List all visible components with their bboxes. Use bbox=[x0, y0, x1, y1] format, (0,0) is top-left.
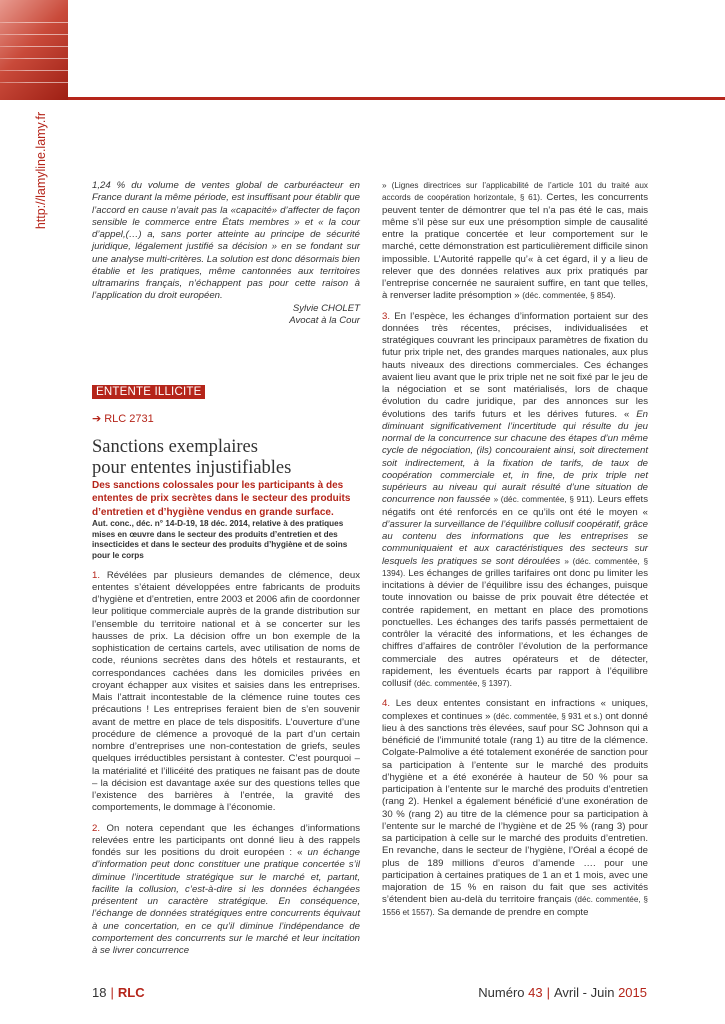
title-line-2: pour ententes injustifiables bbox=[92, 457, 292, 478]
paragraph-quote: d’assurer la surveillance de l’équilibre collusif coopératif, grâce au contenu des informations que les entreprises se communiquaient et aux caractéristiques des secteurs sur lesquels les pratiques se sont déroulées bbox=[382, 518, 648, 567]
journal-name: RLC bbox=[117, 985, 145, 1000]
paragraph-citation: (déc. commentée, § 931 et s.) bbox=[493, 711, 603, 721]
header-rule bbox=[68, 97, 725, 100]
previous-article-text: 1,24 % du volume de ventes global de carburéacteur en France durant la même période, est insuffisant pour établir que l’accord en cause n’avait pas la «capacité» d’affecter de façon sensible le commerce entre États membres » et « la cour d’appel,(…) a, sans porter atteinte au principe de sécurité juridique, légalement justifié sa décision » en se fondant sur une analyse multi-critères. La solution est donc désormais bien établie et les pratiques, même cantonnées aux territoires ultramarins français, n’échappent pas pour cette raison à l’application du droit européen. bbox=[92, 180, 360, 302]
rubric-badge: ENTENTE ILLICITE bbox=[92, 385, 205, 399]
title-line-1: Sanctions exemplaires bbox=[92, 436, 258, 457]
paragraph-number: 3. bbox=[382, 310, 391, 322]
paragraph-text: ont donné lieu à des sanctions très élevées, sauf pour SC Johnson qui a bénéficié de l’immunité totale (rang 1) au titre de la clémence. Colgate-Palmolive a été totalement exonérée de sanction pour sa participation à l’entente sur le marché des produits d’hygiène et a été exonérée à hauteur de 50 % pour sa participation à l’entente sur le marché des produits d’entretien (rang 2). Henkel a également bénéficié d’une exonération de 30 % (rang 2) au titre de la clémence pour sa participation à l’entente sur le marché de l’hygiène et de 25 % (rang 3) pour sa participation à celle sur le marché des produits d’entretien. En revanche, dans le secteur de l’hygiène, l’Oréal a écopé de plus de 189 millions d’euros d’amende …. pour une participation à certaines pratiques de 1 an et 1 mois, avec une majoration de 15 % en raison du fait que ses activités s’étendent bien au-delà du territoire français bbox=[382, 710, 649, 906]
paragraph-citation: (déc. commentée, § 854). bbox=[522, 291, 616, 301]
footer-left bbox=[92, 985, 145, 1000]
paragraph-text: Sa demande de prendre en compte bbox=[437, 906, 589, 918]
paragraph-number: 2. bbox=[92, 822, 101, 834]
paragraph-citation: » (déc. commentée, § 911). bbox=[493, 495, 595, 505]
footer-separator: | bbox=[110, 985, 114, 1000]
footer-separator: | bbox=[546, 985, 550, 1000]
page-number: 18 bbox=[92, 985, 107, 1000]
article-lead: Des sanctions colossales pour les participants à des ententes de prix secrètes dans le secteur des produits d’entretien et d’hygiène vendus en grande surface. bbox=[92, 479, 351, 518]
paragraph-1 bbox=[92, 570, 360, 815]
corner-book-image bbox=[0, 0, 68, 100]
paragraph-text: Les deux ententes consistant en infractions « uniques, complexes et continues » bbox=[382, 698, 648, 722]
paragraph-citation: (déc. commentée, § 1397). bbox=[414, 679, 512, 688]
paragraph-citation: » (Lignes directrices sur l’applicabilité de l’article 101 du traité aux accords de coopération horizontale, § 61). bbox=[382, 181, 648, 203]
side-url[interactable] bbox=[24, 112, 48, 262]
paragraph-text: Les échanges de grilles tarifaires ont donc pu limiter les incitations à dévier de l’équilibre issu des échanges, puisque toute innovation ou baisse de prix pouvait être détectée et contrée rapidement, en mettant en place des promotions ponctuelles. Les échanges des tarifs passés permettaient de contrôler la véracité des informations, et les échanges de chiffres d’affaires de contrôler l’évolution de la performance commerciale des autres opérateurs et de détecter, rapidement, les éventuels écarts par rapport à l’équilibre collusif bbox=[382, 567, 648, 689]
left-column bbox=[92, 180, 360, 957]
paragraph-citation: (déc. commentée, § 1556 et 1557). bbox=[382, 895, 648, 917]
issue-year: 2015 bbox=[618, 985, 647, 1000]
decision-reference: Aut. conc., déc. n° 14-D-19, 18 déc. 2014, relative à des pratiques mises en œuvre dans le secteur des produits d’entretien et des insecticides et dans le secteur des produits d’hygiène et de soins pour le corps bbox=[92, 519, 348, 561]
arrow-right-icon: ➔ bbox=[92, 413, 102, 426]
paragraph-3 bbox=[382, 311, 648, 691]
paragraph-4 bbox=[382, 698, 648, 919]
page-footer bbox=[0, 985, 725, 1005]
paragraph-text: Révélées par plusieurs demandes de clémence, deux ententes s’étaient développées entre fabricants de produits d’hygiène et d’entretien, entre 2003 et 2006 afin de coordonner leur politique commerciale auprès de la grande distribution sur l’ensemble du territoire national et à se concerter sur les hausses de prix. La décision offre un bon exemple de la sophistication de certains cartels, avec utilisation de noms de code, réunions secrètes dans des hôtels et restaurants, et correspondances cachées dans les domiciles privées en croyant échapper aux visites et saisies dans les entreprises. Mais l’attrait incontestable de la clémence ruine toutes ces précautions ! Les entreprises feraient bien de s’en souvenir avant de mettre en place de tels dispositifs. L’ouverture d’une procédure de clémence a provoqué de la part d’un certain nombre d’entreprises une non-contestation de griefs, seules quelques irréductibles persistant à contester. C’est pourquoi – la matérialité et l’illicéité des pratiques ne faisant pas de doute – la décision est davantage axée sur des questions telles que l’existence des barrières à l’entrée, la gravité des comportements, le dommage à l’économie. bbox=[92, 569, 361, 814]
paragraph-2 bbox=[92, 823, 360, 958]
paragraph-quote: un échange d’information peut donc constituer une pratique concertée s’il diminue l’incertitude stratégique sur le marché et, partant, facilite la collusion, c’est-à-dire si les données échangées présentent un caractère stratégique. En conséquence, l’échange de données stratégiques entre concurrents équivaut à une concertation, en ce qu’il diminue l’indépendance de comportement des concurrents sur le marché et leur incitation à se livrer concurrence bbox=[92, 847, 361, 957]
paragraph-text: On notera cependant que les échanges d’informations relevées entre les participants ont donné lieu à des rappels fondés sur les positions du droit européen : « bbox=[92, 822, 360, 859]
paragraph-number: 4. bbox=[382, 698, 391, 710]
right-column bbox=[382, 180, 648, 919]
article-title bbox=[92, 437, 360, 479]
paragraph-2-continued bbox=[382, 180, 648, 303]
signature-name: Sylvie CHOLET bbox=[292, 302, 360, 314]
signature-role: Avocat à la Cour bbox=[289, 314, 360, 326]
side-url-text[interactable]: http://lamyline.lamy.fr bbox=[34, 112, 48, 230]
paragraph-number: 1. bbox=[92, 569, 101, 581]
issue-label: Numéro bbox=[478, 985, 525, 1000]
article-reference[interactable] bbox=[92, 413, 360, 425]
reference-label[interactable]: RLC 2731 bbox=[104, 413, 154, 426]
paragraph-citation: » (déc. commentée, § 1394). bbox=[382, 556, 649, 578]
paragraph-text: En l’espèce, les échanges d’information portaient sur des données très récentes, précises, individualisées et stratégiques couvrant les principaux paramètres de fixation du futur prix triple net, des grandes marques nationales, aux plus hauts niveaux des directions commerciales. Ces échanges avaient lieu avant que le prix triple net ne soit fixé par le jeu de la négociation et se sont matérialisés, lors de chaque évolution du cadre juridique, par des annonces sur les évolutions des tarifs futurs et les dérives futures. « bbox=[382, 310, 648, 420]
paragraph-quote: En diminuant significativement l’incertitude qui résulte du jeu normal de la concurrence sur chacune des étapes d’un même cycle de négociation, (ils) concouraient ainsi, soit directement soit indirectement, à la fixation de tarifs, de taux de coopération commerciale et, in fine, de prix triple net supérieurs au niveau qui aurait résulté d’une situation de concurrence non faussée bbox=[382, 408, 648, 506]
issue-period: Avril - Juin bbox=[554, 985, 615, 1000]
paragraph-text: Leurs effets négatifs ont été renforcés en ce qu’ils ont été le moyen « bbox=[382, 494, 649, 518]
footer-right bbox=[478, 985, 647, 1000]
paragraph-text: Certes, les concurrents peuvent tenter de démontrer que tel n’a pas été le cas, mais même s’il pèse sur eux une présomption simple de causalité entre la pratique concertée et leur comportement sur le marché, cette démonstration est particulièrement difficile sinon impossible. L’Autorité rappelle qu’« à cet égard, il y a lieu de relever que des données relatives aux prix pratiqués par l’entreprise concernée ne sauraient suffire, en tant que telles, à renverser ladite présomption » bbox=[382, 192, 648, 302]
issue-number: 43 bbox=[528, 985, 543, 1000]
